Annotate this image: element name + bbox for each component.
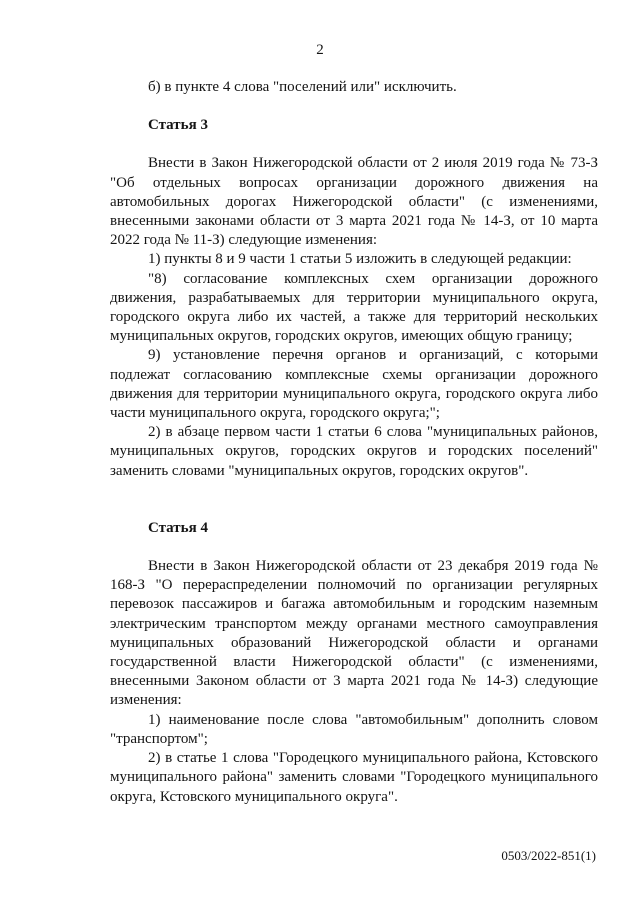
document-code: 0503/2022-851(1)	[501, 848, 596, 863]
document-body	[110, 78, 598, 807]
article-3-paragraph: Внести в Закон Нижегородской области от 2 июля 2019 года № 73-З "Об отдельных вопросах организации дорожного движения на автомобильных дорогах Нижегородской области" (с изменениями, внесенными законами области от 3 марта 2021 года № 14-З, от 10 марта 2022 года № 11-З) следующие изменения:	[110, 155, 598, 249]
article-4-paragraph: 2) в статье 1 слова "Городецкого муниципального района, Кстовского муниципального района" заменить словами "Городецкого муниципального округа, Кстовского муниципального округа".	[110, 750, 598, 805]
article-4-paragraph: Внести в Закон Нижегородской области от 23 декабря 2019 года № 168-З "О перераспределении полномочий по организации регулярных перевозок пассажиров и багажа автомобильным и городским наземным электрическим транспортом между органами местного самоуправления муниципальных образований Нижегородской области и органами государственной власти Нижегородской области" (с изменениями, внесенными Законом области от 3 марта 2021 года № 14-З) следующие изменения:	[110, 558, 598, 709]
article-3-paragraph: 2) в абзаце первом части 1 статьи 6 слова "муниципальных районов, муниципальных округов, городских округов и городских поселений" заменить словами "муниципальных округов, городских округов".	[110, 424, 598, 479]
article-3-paragraph: 9) установление перечня органов и организаций, с которыми подлежат согласованию комплексные схемы организации дорожного движения для территории муниципального округа, городского округа либо части муниципального округа, городского округа;";	[110, 347, 598, 422]
article-3-paragraph: 1) пункты 8 и 9 части 1 статьи 5 изложить в следующей редакции:	[148, 251, 572, 268]
page-number: 2	[316, 42, 324, 58]
article-3-paragraph: "8) согласование комплексных схем организации дорожного движения, разрабатываемых для территории муниципального округа, городского округа либо их частей, а также для территорий нескольких муниципальных округов, городских округов, имеющих общую границу;	[110, 270, 598, 345]
article-4-heading: Статья 4	[148, 519, 208, 536]
article-3-heading: Статья 3	[148, 117, 208, 134]
intro-paragraph: б) в пункте 4 слова "поселений или" исключить.	[148, 79, 457, 95]
article-4-paragraph: 1) наименование после слова "автомобильным" дополнить словом "транспортом";	[110, 711, 598, 747]
